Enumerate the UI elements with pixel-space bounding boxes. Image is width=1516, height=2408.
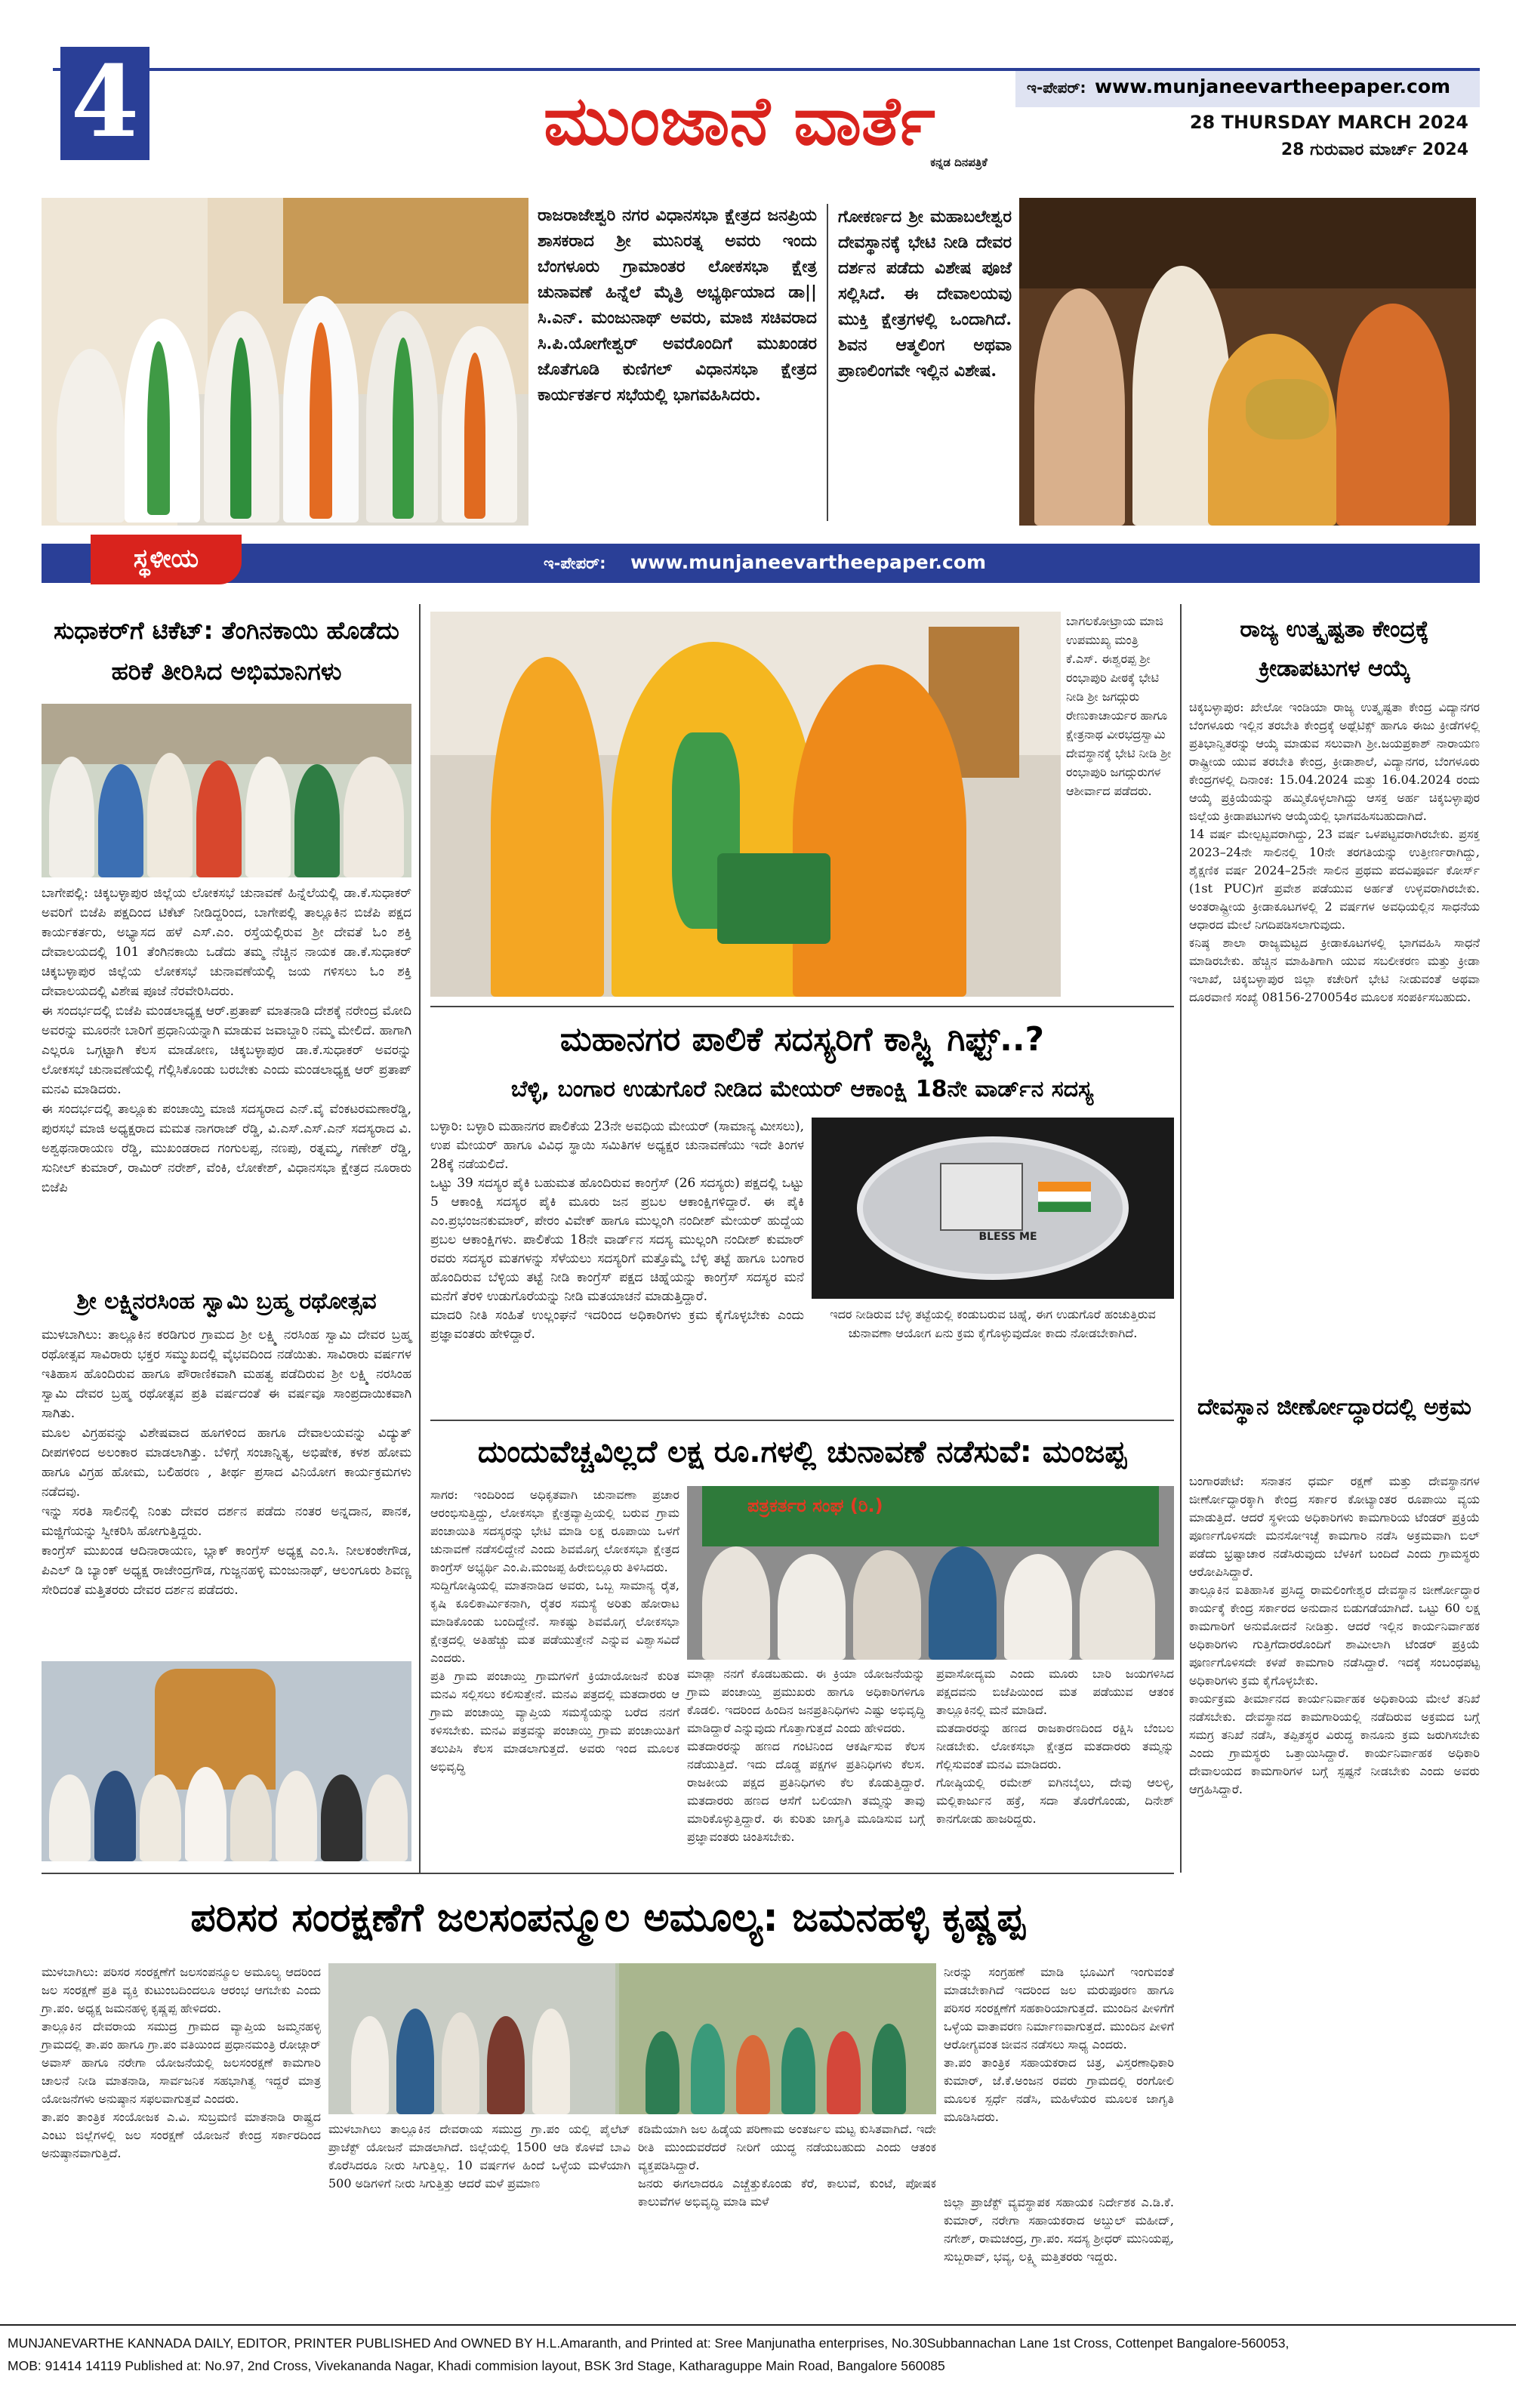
footer-line2: MOB: 91414 14119 Published at: No.97, 2nd Cross, Vivekananda Nagar, Khadi commision layout, BSK 3rd Stage, Katharaguppe Main Road, Bangalore 560085 (8, 2358, 945, 2373)
center-top-body: ಬಳ್ಳಾರಿ: ಬಳ್ಳಾರಿ ಮಹಾನಗರ ಪಾಲಿಕೆಯ 23ನೇ ಅವಧಿಯ ಮೇಯರ್ (ಸಾಮಾನ್ಯ ಮೀಸಲು), ಉಪ ಮೇಯರ್ ಹಾಗೂ ವಿವಿಧ ಸ್ಥಾಯಿ ಸಮಿತಿಗಳ ಅಧ್ಯಕ್ಷರ ಚುನಾವಣೆಯು ಇದೇ ತಿಂಗಳ 28ಕ್ಕೆ ನಡೆಯಲಿದೆ. ಒಟ್ಟು 39 ಸದಸ್ಯರ ಪೈಕಿ ಬಹುಮತ ಹೊಂದಿರುವ ಕಾಂಗ್ರೆಸ್ (26 ಸದಸ್ಯರು) ಪಕ್ಷದಲ್ಲಿ ಒಟ್ಟು 5 ಆಕಾಂಕ್ಷಿ ಸದಸ್ಯರ ಪೈಕಿ ಮೂರು ಜನ ಪ್ರಬಲ ಆಕಾಂಕ್ಷಿಗಳಿದ್ದಾರೆ. ಈ ಪೈಕಿ ಎಂ.ಪ್ರಭಂಜನಕುಮಾರ್, ಪೇರಂ ವಿವೇಕ್ ಹಾಗೂ ಮುಲ್ಲಂಗಿ ನಂದೀಶ್ ಮೇಯರ್ ಹುದ್ದೆಯ ಪ್ರಬಲ ಆಕಾಂಕ್ಷಿಗಳು. ಪಾಲಿಕೆಯ 18ನೇ ವಾರ್ಡ್‌ನ ಸದಸ್ಯ ಮುಲ್ಲಂಗಿ ನಂದೀಶ್ ಕುಮಾರ್ ರವರು ಸದಸ್ಯರ ಮತಗಳನ್ನು ಸೆಳೆಯಲು ಸದಸ್ಯರಿಗೆ ಮತ್ತೊಮ್ಮೆ ಬೆಳ್ಳಿ ತಟ್ಟೆ ಹಾಗೂ ಬಂಗಾರ ಹೊಂದಿರುವ ಬೆಳ್ಳಿಯ ತಟ್ಟೆ ನೀಡಿ ಕಾಂಗ್ರೆಸ್ ಪಕ್ಷದ ಚಿಹ್ನೆಯನ್ನು ಕಾಂಗ್ರೆಸ್ ಸದಸ್ಯರ ಮನೆ ಮನೆಗೆ ತೆರಳಿ ಉಡುಗೊರೆಯನ್ನು ನೀಡಿ ಮತಯಾಚನೆ ಮಾಡುತ್ತಿದ್ದಾರೆ. ಮಾದರಿ ನೀತಿ ಸಂಹಿತೆ ಉಲ್ಲಂಘನೆ ಇದರಿಂದ ಅಧಿಕಾರಿಗಳು ಕ್ರಮ ಕೈಗೊಳ್ಳಬೇಕು ಎಂದು ಪ್ರಜ್ಞಾವಂತರು ಹೇಳಿದ್ದಾರೆ. (430, 1119, 804, 1342)
photo-water-conservation (328, 1963, 936, 2114)
col4-body1: ಚಿಕ್ಕಬಳ್ಳಾಪುರ: ಖೇಲೋ ಇಂಡಿಯಾ ರಾಜ್ಯ ಉತ್ಕೃಷ್ಟತಾ ಕೇಂದ್ರ ವಿದ್ಯಾನಗರ ಬೆಂಗಳೂರು ಇಲ್ಲಿನ ತರಬೇತಿ ಕೇಂದ್ರಕ್ಕೆ ಅಥ್ಲೆಟಿಕ್ಸ್ ಹಾಗೂ ಈಜು ಕ್ರೀಡೆಗಳಲ್ಲಿ ಪ್ರತಿಭಾನ್ವಿತರನ್ನು ಆಯ್ಕೆ ಮಾಡುವ ಸಲುವಾಗಿ ಶ್ರೀ.ಜಯಪ್ರಕಾಶ್ ನಾರಾಯಣ ರಾಷ್ಟ್ರೀಯ ಯುವ ತರಬೇತಿ ಕೇಂದ್ರ, ಕ್ರೀಡಾಶಾಲೆ, ವಿದ್ಯಾನಗರ, ಬೆಂಗಳೂರು ಕೇಂದ್ರಗಳಲ್ಲಿ ದಿನಾಂಕ: 15.04.2024 ಮತ್ತು 16.04.2024 ರಂದು ಆಯ್ಕೆ ಪ್ರಕ್ರಿಯೆಯನ್ನು ಹಮ್ಮಿಕೊಳ್ಳಲಾಗಿದ್ದು ಆಸಕ್ತ ಅರ್ಹ ಚಿಕ್ಕಬಳ್ಳಾಪುರ ಜಿಲ್ಲೆಯ ಕ್ರೀಡಾಪಟುಗಳು ಆಯ್ಕೆಯಲ್ಲಿ ಭಾಗವಹಿಸಬಹುದಾಗಿದೆ. 14 ವರ್ಷ ಮೇಲ್ಪಟ್ಟವರಾಗಿದ್ದು, 23 ವರ್ಷ ಒಳಪಟ್ಟವರಾಗಿರಬೇಕು. ಪ್ರಸಕ್ತ 2023–24ನೇ ಸಾಲಿನಲ್ಲಿ 10ನೇ ತರಗತಿಯನ್ನು ಉತ್ತೀರ್ಣರಾಗಿದ್ದು, ಶೈಕ್ಷಣಿಕ ವರ್ಷ 2024–25ನೇ ಸಾಲಿನ ಪ್ರಥಮ ಪದವಿಪೂರ್ವ ಕೋರ್ಸ್ (1st PUC)ಗೆ ಪ್ರವೇಶ ಪಡೆಯುವ ಅರ್ಹತೆ ಉಳ್ಳವರಾಗಿರಬೇಕು. ಅಂತರಾಷ್ಟ್ರೀಯ ಕ್ರೀಡಾಕೂಟಗಳಲ್ಲಿ 2 ವರ್ಷಗಳ ಅವಧಿಯಲ್ಲಿನ ಸಾಧನೆಯ ಆಧಾರದ ಮೇಲೆ ನಿಗದಿಪಡಿಸಲಾಗುವುದು. ಕನಿಷ್ಠ ಶಾಲಾ ರಾಜ್ಯಮಟ್ಟದ ಕ್ರೀಡಾಕೂಟಗಳಲ್ಲಿ ಭಾಗವಹಿಸಿ ಸಾಧನೆ ಮಾಡಿರಬೇಕು. ಹೆಚ್ಚಿನ ಮಾಹಿತಿಗಾಗಿ ಯುವ ಸಬಲೀಕರಣ ಮತ್ತು ಕ್ರೀಡಾ ಇಲಾಖೆ, ಚಿಕ್ಕಬಳ್ಳಾಪುರ ಜಿಲ್ಲಾ ಕಚೇರಿಗೆ ಭೇಟಿ ನೀಡುವಂತೆ ಅಥವಾ ದೂರವಾಣಿ ಸಂಖ್ಯೆ 08156-270054ರ ಮೂಲಕ ಸಂಪರ್ಕಿಸಬಹುದು. (1189, 700, 1480, 1004)
center-top-subhead: ಬೆಳ್ಳಿ, ಬಂಗಾರ ಉಡುಗೊರೆ ನೀಡಿದ ಮೇಯರ್ ಆಕಾಂಕ್ಷಿ 18ನೇ ವಾರ್ಡ್‌ನ ಸದಸ್ಯ (510, 1076, 1094, 1102)
bottom-body-mid: ಕಡಿಮೆಯಾಗಿ ಜಲ ಹಿಡ್ಕೆಯ ಪರಿಣಾಮ ಅಂತರ್ಜಲ ಮಟ್ಟ ಕುಸಿತವಾಗಿದೆ. ಇದೇ ರೀತಿ ಮುಂದುವರೆದರೆ ನೀರಿಗೆ ಯುದ್ಧ ನಡೆಯಬಹುದು ಎಂದು ಆತಂಕ ವ್ಯಕ್ತಪಡಿಸಿದ್ದಾರೆ. ಜನರು ಈಗಲಾದರೂ ಎಚ್ಚೆತ್ತುಕೊಂಡು ಕೆರೆ, ಕಾಲುವೆ, ಕುಂಟೆ, ಪೋಷಕ ಕಾಲುವೆಗಳ ಅಭಿವೃದ್ಧಿ ಮಾಡಿ ಮಳೆ (638, 2122, 936, 2209)
top-story-left: ರಾಜರಾಜೇಶ್ವರಿ ನಗರ ವಿಧಾನಸಭಾ ಕ್ಷೇತ್ರದ ಜನಪ್ರಿಯ ಶಾಸಕರಾದ ಶ್ರೀ ಮುನಿರತ್ನ ಅವರು ಇಂದು ಬೆಂಗಳೂರು ಗ್ರಾಮಾಂತರ ಲೋಕಸಭಾ ಕ್ಷೇತ್ರ ಚುನಾವಣೆ ಹಿನ್ನೆಲೆ ಮೈತ್ರಿ ಅಭ್ಯರ್ಥಿಯಾದ ಡಾ|| ಸಿ.ಎನ್. ಮಂಜುನಾಥ್ ಅವರು, ಮಾಜಿ ಸಚಿವರಾದ ಸಿ.ಪಿ.ಯೋಗೇಶ್ವರ್ ಅವರೊಂದಿಗೆ ಮುಖಂಡರ ಜೊತೆಗೂಡಿ ಕುಣಿಗಲ್ ವಿಧಾನಸಭಾ ಕ್ಷೇತ್ರದ ಕಾರ್ಯಕರ್ತರ ಸಭೆಯಲ್ಲಿ ಭಾಗವಹಿಸಿದರು. (538, 205, 817, 405)
bottom-body-left: ಮುಳಬಾಗಿಲು: ಪರಿಸರ ಸಂರಕ್ಷಣೆಗೆ ಜಲಸಂಪನ್ಮೂಲ ಅಮೂಲ್ಯ ಆದರಿಂದ ಜಲ ಸಂರಕ್ಷಣೆ ಪ್ರತಿ ವ್ಯಕ್ತಿ ಕುಟುಂಬದಿಂದಲೂ ಆರಂಭ ಆಗಬೇಕು ಎಂದು ಗ್ರಾ.ಪಂ. ಅಧ್ಯಕ್ಷ ಜಮನಹಳ್ಳಿ ಕೃಷ್ಣಪ್ಪ ಹೇಳಿದರು. ತಾಲ್ಲೂಕಿನ ದೇವರಾಯ ಸಮುದ್ರ ಗ್ರಾಮದ ವ್ಯಾಪ್ತಿಯ ಜಮ್ಮನಹಳ್ಳಿ ಗ್ರಾಮದಲ್ಲಿ ತಾ.ಪಂ ಹಾಗೂ ಗ್ರಾ.ಪಂ ವತಿಯಿಂದ ಪ್ರಧಾನಮಂತ್ರಿ ರೋಜ್ಗಾರ್ ಅವಾಸ್ ಹಾಗೂ ನರೇಗಾ ಯೋಜನೆಯಲ್ಲಿ ಜಲಸಂರಕ್ಷಣೆ ಕಾಮಗಾರಿ ಚಾಲನೆ ನೀಡಿ ಮಾತನಾಡಿ, ಸಾರ್ವಜನಿಕ ಸಹಭಾಗಿತ್ವ ಇದ್ದರೆ ಮಾತ್ರ ಯೋಜನೆಗಳು ಅನುಷ್ಠಾನ ಸಫಲವಾಗುತ್ತವೆ ಎಂದರು. ತಾ.ಪಂ ತಾಂತ್ರಿಕ ಸಂಯೋಜಕ ಎ.ವಿ. ಸುಬ್ರಮಣಿ ಮಾತನಾಡಿ ರಾಷ್ಟ್ರದ ಎಂಟು ಜಿಲ್ಲೆಗಳಲ್ಲಿ ಜಲ ಸಂರಕ್ಷಣೆ ಯೋಜನೆ ಕೇಂದ್ರ ಸರ್ಕಾರದಿಂದ ಅನುಷ್ಠಾನವಾಗುತ್ತಿದೆ. (42, 1965, 321, 2160)
section-label: ಸ್ಥಳೀಯ (133, 544, 199, 574)
masthead (0, 0, 1516, 193)
bottom-body-right-a: ನೀರನ್ನು ಸಂಗ್ರಹಣೆ ಮಾಡಿ ಭೂಮಿಗೆ ಇಂಗುವಂತೆ ಮಾಡಬೇಕಾಗಿದೆ ಇದರಿಂದ ಜಲ ಮರುಪೂರಣ ಹಾಗೂ ಪರಿಸರ ಸಂರಕ್ಷಣೆಗೆ ಸಹಕಾರಿಯಾಗುತ್ತದೆ. ಮುಂದಿನ ಪೀಳಿಗೆಗೆ ಒಳ್ಳೆಯ ವಾತಾವರಣ ನಿರ್ಮಾಣವಾಗುತ್ತದೆ. ಮುಂದಿನ ಪೀಳಿಗೆ ಆರೋಗ್ಯವಂತ ಜೀವನ ನಡೆಸಲು ಸಾಧ್ಯ ಎಂದರು. ತಾ.ಪಂ ತಾಂತ್ರಿಕ ಸಹಾಯಕರಾದ ಚಿತ್ರ, ವಿಸ್ತರಣಾಧಿಕಾರಿ ಕುಮಾರ್, ಜೆ.ಕೆ.ಅಂಜನ ರವರು ಗ್ರಾಮದಲ್ಲಿ ರಂಗೋಲಿ ಮೂಲಕ ಸ್ಪರ್ಧೆ ನಡೆಸಿ, ಮಹಿಳೆಯರ ಮೂಲಕ ಜಾಗೃತಿ ಮೂಡಿಸಿದರು. (944, 1965, 1174, 2124)
footer-line1: MUNJANEVARTHE KANNADA DAILY, EDITOR, PRINTER PUBLISHED And OWNED BY H.L.Amaranth, and Printed at: Sree Manjunatha enterprises, No.30Subbannachan Lane 1st Cross, Cottenpet Bangalore-560053, (8, 2336, 1290, 2351)
photo-coconut-fans (42, 704, 411, 877)
masthead-tagline: ಕನ್ನಡ ದಿನಪತ್ರಿಕೆ (930, 156, 988, 169)
photo-eshwarappa-rambhapuri (430, 612, 1061, 997)
col1-body1: ಬಾಗೇಪಲ್ಲಿ: ಚಿಕ್ಕಬಳ್ಳಾಪುರ ಜಿಲ್ಲೆಯ ಲೋಕಸಭೆ ಚುನಾವಣೆ ಹಿನ್ನೆಲೆಯಲ್ಲಿ ಡಾ.ಕೆ.ಸುಧಾಕರ್ ಅವರಿಗೆ ಬಿಜೆಪಿ ಪಕ್ಷದಿಂದ ಟಿಕೆಟ್ ನೀಡಿದ್ದರಿಂದ, ಬಾಗೇಪಲ್ಲಿ ತಾಲ್ಲೂಕಿನ ಬಿಜೆಪಿ ಪಕ್ಷದ ಕಾರ್ಯಕರ್ತರು, ಅಭ್ಯಾಸದ ಹಳೆ ಎಸ್.ಎಂ. ರಸ್ತೆಯಲ್ಲಿರುವ ಶ್ರೀ ದೇವತೆ ಓಂ ಶಕ್ತಿ ದೇವಾಲಯದಲ್ಲಿ 101 ತೆಂಗಿನಕಾಯಿ ಒಡೆದು ತಮ್ಮ ನೆಚ್ಚಿನ ನಾಯಕ ಡಾ.ಕೆ.ಸುಧಾಕರ್ ಚಿಕ್ಕಬಳ್ಳಾಪುರ ಜಿಲ್ಲೆಯ ಲೋಕಸಭೆ ಚುನಾವಣೆಯಲ್ಲಿ ಜಯ ಗಳಿಸಲು ಓಂ ಶಕ್ತಿ ದೇವಾಲಯದಲ್ಲಿ ವಿಶೇಷ ಪೂಜೆ ನೆರವೇರಿಸಿದರು. ಈ ಸಂದರ್ಭದಲ್ಲಿ ಬಿಜೆಪಿ ಮಂಡಲಾಧ್ಯಕ್ಷ ಆರ್.ಪ್ರತಾಪ್ ಮಾತನಾಡಿ ದೇಶಕ್ಕೆ ನರೇಂದ್ರ ಮೋದಿ ಅವರನ್ನು ಮೂರನೇ ಬಾರಿಗೆ ಪ್ರಧಾನಿಯನ್ನಾಗಿ ಮಾಡುವ ಜವಾಬ್ದಾರಿ ನಮ್ಮ ಮೇಲಿದೆ. ಹಾಗಾಗಿ ಎಲ್ಲರೂ ಒಗ್ಗಟ್ಟಾಗಿ ಕೆಲಸ ಮಾಡೋಣ, ಚಿಕ್ಕಬಳ್ಳಾಪುರ ಡಾ.ಕೆ.ಸುಧಾಕರ್ ಅವರನ್ನು ಲೋಕಸಭೆ ಚುನಾವಣೆಯಲ್ಲಿ ಗೆಲ್ಲಿಸಿಕೊಂಡು ಬರಬೇಕು ಎಂದು ಮಂಡಲಾಧ್ಯಕ್ಷ ಆರ್ ಪ್ರತಾಪ್ ಮನವಿ ಮಾಡಿದರು. ಈ ಸಂದರ್ಭದಲ್ಲಿ ತಾಲ್ಲೂಕು ಪಂಚಾಯ್ತಿ ಮಾಜಿ ಸದಸ್ಯರಾದ ಎನ್.ವೈ ವೆಂಕಟರಮಣಾರೆಡ್ಡಿ, ಪುರಸಭೆ ಮಾಜಿ ಅಧ್ಯಕ್ಷರಾದ ಮಮತ ನಾಗರಾಜ್ ರೆಡ್ಡಿ, ವಿ.ಎಸ್.ಎಸ್.ಎನ್ ಸದಸ್ಯರಾದ ವಿ. ಅಶ್ವಥನಾರಾಯಣ ರೆಡ್ಡಿ, ಮುಖಂಡರಾದ ಗಂಗುಲಪ್ಪ, ನಣಪು, ರತ್ನಮ್ಮ, ಗಣೇಶ್ ರೆಡ್ಡಿ, ಸುನೀಲ್ ಕುಮಾರ್, ರಾಮಿರ್ ನರೇಶ್, ವೆಂಕಿ, ಲೋಕೇಶ್, ವಿಧಾನಸಭಾ ಕ್ಷೇತ್ರದ ನೂರಾರು ಬಿಜೆಪಿ (42, 886, 411, 1195)
center-mid-headline: ದುಂದುವೆಚ್ಚವಿಲ್ಲದೆ ಲಕ್ಷ ರೂ.ಗಳಲ್ಲಿ ಚುನಾವಣೆ ನಡೆಸುವೆ: ಮಂಜಪ್ಪ (477, 1435, 1127, 1469)
center-top-headline: ಮಹಾನಗರ ಪಾಲಿಕೆ ಸದಸ್ಯರಿಗೆ ಕಾಸ್ಟ್ಲಿ ಗಿಫ್ಟ್..? (559, 1020, 1045, 1059)
center-top-caption: ಬಾಗಲಕೋಟ್ರಾಯ ಮಾಜಿ ಉಪಮುಖ್ಯ ಮಂತ್ರಿ ಕೆ.ಎಸ್. ಈಶ್ವರಪ್ಪ ಶ್ರೀ ರಂಭಾಪುರಿ ಪೀಠಕ್ಕೆ ಭೇಟಿ ನೀಡಿ ಶ್ರೀ ಜಗದ್ಗುರು ರೇಣುಕಾಚಾರ್ಯರ ಹಾಗೂ ಕ್ಷೇತ್ರನಾಥ ವೀರಭದ್ರಸ್ವಾಮಿ ದೇವಸ್ಥಾನಕ್ಕೆ ಭೇಟಿ ನೀಡಿ ಶ್ರೀ ರಂಭಾಪುರಿ ಜಗದ್ಗುರುಗಳ ಆಶೀರ್ವಾದ ಪಡೆದರು. (1066, 614, 1172, 798)
photo-gokarna-temple (1019, 198, 1476, 526)
section-epaper-label: ಇ-ಪೇಪರ್: (544, 554, 606, 572)
col4-headline2: ದೇವಸ್ಥಾನ ಜೀರ್ಣೋದ್ಧಾರದಲ್ಲಿ ಅಕ್ರಮ (1197, 1394, 1471, 1420)
photo-silver-plate (812, 1118, 1174, 1299)
photo-candidate-meeting (42, 198, 528, 526)
center-mid-body-c: ಪ್ರವಾಸೋದ್ಯಮ ಎಂದು ಮೂರು ಬಾರಿ ಜಯಗಳಿಸಿದ ಪಕ್ಷದವನು ಬಿಜೆಪಿಯಿಂದ ಮತ ಪಡೆಯುವ ಆತಂಕ ತಾಲ್ಲೂಕಿನಲ್ಲಿ ಮನೆ ಮಾಡಿದೆ. ಮತದಾರರನ್ನು ಹಣದ ರಾಜಕಾರಣದಿಂದ ರಕ್ಷಿಸಿ ಬೆಂಬಲ ನೀಡಬೇಕು. ಲೋಕಸಭಾ ಕ್ಷೇತ್ರದ ಮತದಾರರು ತಮ್ಮನ್ನು ಗೆಲ್ಲಿಸುವಂತೆ ಮನವಿ ಮಾಡಿದರು. ಗೋಷ್ಠಿಯಲ್ಲಿ ರಮೇಶ್ ಐಗಿನಬೈಲು, ದೇವು ಆಲಳ್ಳಿ, ಮಲ್ಲಿಕಾರ್ಜುನ ಹಕ್ರೆ, ಸದಾ ತೊರೆಗೊಂಡು, ದಿನೇಶ್ ಕಾನಗೋಡು ಹಾಜರಿದ್ದರು. (936, 1666, 1174, 1826)
date-kannada: 28 ಗುರುವಾರ ಮಾರ್ಚ್ 2024 (1280, 140, 1468, 159)
col4-body2: ಬಂಗಾರಪೇಟೆ: ಸನಾತನ ಧರ್ಮ ರಕ್ಷಣೆ ಮತ್ತು ದೇವಸ್ಥಾನಗಳ ಜೀರ್ಣೋದ್ಧಾರಕ್ಕಾಗಿ ಕೇಂದ್ರ ಸರ್ಕಾರ ಕೋಟ್ಯಾಂತರ ರೂಪಾಯಿ ವ್ಯಯ ಮಾಡುತ್ತಿದೆ. ಆದರೆ ಸ್ಥಳೀಯ ಅಧಿಕಾರಿಗಳು ಕಾಮಗಾರಿಯ ಟೆಂಡರ್ ಪ್ರಕ್ರಿಯೆ ಪೂರ್ಣಗೊಳಿಸದೇ ಮನಸೋಇಚ್ಛೆ ಕಾಮಗಾರಿ ನಡೆಸಿ ಅಕ್ರಮವಾಗಿ ಬಿಲ್ ಪಡೆದು ಭ್ರಷ್ಟಾಚಾರ ನಡೆಸಿರುವುದು ಬೆಳಕಿಗೆ ಬಂದಿದೆ ಎಂದು ಗ್ರಾಮಸ್ಥರು ಆರೋಪಿಸಿದ್ದಾರೆ. ತಾಲ್ಲೂಕಿನ ಐತಿಹಾಸಿಕ ಪ್ರಸಿದ್ಧ ರಾಮಲಿಂಗೇಶ್ವರ ದೇವಸ್ಥಾನ ಜೀರ್ಣೋದ್ಧಾರ ಕಾರ್ಯಕ್ಕೆ ಕೇಂದ್ರ ಸರ್ಕಾರದ ಅನುದಾನ ಬಿಡುಗಡೆಯಾಗಿದೆ. ಒಟ್ಟು 60 ಲಕ್ಷ ಕಾಮಗಾರಿಗೆ ಅನುಮೋದನೆ ನೀಡಿತ್ತು. ಆದರೆ ಇಲ್ಲಿನ ಕಾರ್ಯನಿರ್ವಾಹಕ ಅಧಿಕಾರಿಗಳು ಗುತ್ತಿಗೆದಾರರೊಂದಿಗೆ ಶಾಮೀಲಾಗಿ ಟೆಂಡರ್ ಪ್ರಕ್ರಿಯೆ ಪೂರ್ಣಗೊಳಿಸದೇ ಕಳಪೆ ಕಾಮಗಾರಿ ನಡೆಸಿದ್ದಾರೆ. ಇದಕ್ಕೆ ಸಂಬಂಧಪಟ್ಟ ಅಧಿಕಾರಿಗಳು ಕ್ರಮ ಕೈಗೊಳ್ಳಬೇಕು. ಕಾರ್ಯಕ್ರಮ ತೀರ್ಮಾನದ ಕಾರ್ಯನಿರ್ವಾಹಕ ಅಧಿಕಾರಿಯ ಮೇಲೆ ತನಿಖೆ ನಡೆಸಬೇಕು. ದೇವಸ್ಥಾನದ ಕಾಮಗಾರಿಯಲ್ಲಿ ನಡೆದಿರುವ ಅಕ್ರಮದ ಬಗ್ಗೆ ಸಮಗ್ರ ತನಿಖೆ ನಡೆಸಿ, ತಪ್ಪಿತಸ್ಥರ ವಿರುದ್ಧ ಕಾನೂನು ಕ್ರಮ ಜರುಗಿಸಬೇಕು ಎಂದು ಗ್ರಾಮಸ್ಥರು ಒತ್ತಾಯಿಸಿದ್ದಾರೆ. ಕಾರ್ಯನಿರ್ವಾಹಕ ಅಧಿಕಾರಿ ದೇವಾಲಯದ ಕಾಮಗಾರಿಗಳ ಬಗ್ಗೆ ಸ್ಪಷ್ಟನೆ ನೀಡಬೇಕು ಎಂದು ಅವರು ಆಗ್ರಹಿಸಿದ್ದಾರೆ. (1189, 1474, 1480, 1796)
epaper-label: ಇ-ಪೇಪರ್: (1027, 79, 1086, 97)
col1-body2: ಮುಳಬಾಗಿಲು: ತಾಲ್ಲೂಕಿನ ಕರಡಿಗುರ ಗ್ರಾಮದ ಶ್ರೀ ಲಕ್ಷ್ಮಿ ನರಸಿಂಹ ಸ್ವಾಮಿ ದೇವರ ಬ್ರಹ್ಮ ರಥೋತ್ಸವ ಸಾವಿರಾರು ಭಕ್ತರ ಸಮ್ಮುಖದಲ್ಲಿ ವೈಭವದಿಂದ ನಡೆಯಿತು. ಸಾವಿರಾರು ವರ್ಷಗಳ ಇತಿಹಾಸ ಹೊಂದಿರುವ ಹಾಗೂ ಪೌರಾಣಿಕವಾಗಿ ಮಹತ್ವ ಪಡೆದಿರುವ ಶ್ರೀ ಲಕ್ಷ್ಮಿ ನರಸಿಂಹ ಸ್ವಾಮಿ ದೇವರ ಬ್ರಹ್ಮ ರಥೋತ್ಸವ ಪ್ರತಿ ವರ್ಷದಂತೆ ಈ ವರ್ಷವೂ ಸಾಂಪ್ರದಾಯಿಕವಾಗಿ ಸಾಗಿತು. ಮೂಲ ವಿಗ್ರಹವನ್ನು ವಿಶೇಷವಾದ ಹೂಗಳಿಂದ ಹಾಗೂ ದೇವಾಲಯವನ್ನು ವಿದ್ಯುತ್ ದೀಪಗಳಿಂದ ಅಲಂಕಾರ ಮಾಡಲಾಗಿತ್ತು. ಬೆಳಿಗ್ಗೆ ಸಂಚಾನ್ನಿತ್ಯ, ಅಭಿಷೇಕ, ಕಳಶ ಹೋಮ ಹಾಗೂ ವಿಗ್ರಹ ಹೋಮ, ಬಲಿಹರಣ , ತೀರ್ಥ ಪ್ರಸಾದ ವಿನಿಯೋಗ ಕಾರ್ಯಕ್ರಮಗಳು ನಡೆದವು. ಇನ್ನು ಸರತಿ ಸಾಲಿನಲ್ಲಿ ನಿಂತು ದೇವರ ದರ್ಶನ ಪಡೆದು ನಂತರ ಅನ್ನದಾನ, ಪಾನಕ, ಮಜ್ಜಿಗೆಯನ್ನು ಸ್ವೀಕರಿಸಿ ಹೋಗುತ್ತಿದ್ದರು. ಕಾಂಗ್ರೆಸ್ ಮುಖಂಡ ಆದಿನಾರಾಯಣ, ಬ್ಲಾಕ್ ಕಾಂಗ್ರೆಸ್ ಅಧ್ಯಕ್ಷ ಎಂ.ಸಿ. ನೀಲಕಂಠೇಗೌಡ, ಪಿಎಲ್ ಡಿ ಬ್ಯಾಂಕ್ ಅಧ್ಯಕ್ಷ ರಾಜೇಂದ್ರಗೌಡ, ಗುಜ್ಜನಹಳ್ಳಿ ಮಂಜುನಾಥ್, ಆಲಂಗೂರು ಶಿವಣ್ಣ ಸೇರಿದಂತೆ ಮತ್ತಿತರರು ದೇವರ ದರ್ಶನ ಪಡೆದರು. (42, 1327, 411, 1598)
masthead-title: ಮುಂಜಾನೆ ವಾರ್ತೆ (544, 82, 935, 161)
col4-headline1: ರಾಜ್ಯ ಉತ್ಕೃಷ್ಟತಾ ಕೇಂದ್ರಕ್ಕೆ ಕ್ರೀಡಾಪಟುಗಳ ಆಯ್ಕೆ (1240, 616, 1429, 682)
center-mid-body-b: ಮಾಡ್ಲಾ ನನಗೆ ಕೊಡಬಹುದು. ಈ ಕ್ರಿಯಾ ಯೋಜನೆಯನ್ನು ಗ್ರಾಮ ಪಂಚಾಯ್ತಿ ಪ್ರಮುಖರು ಹಾಗೂ ಅಧಿಕಾರಿಗಳಿಗೂ ಕೊಡಲಿ. ಇದರಿಂದ ಹಿಂದಿನ ಜನಪ್ರತಿನಿಧಿಗಳು ಎಷ್ಟು ಅಭಿವೃದ್ಧಿ ಮಾಡಿದ್ದಾರೆ ಎನ್ನುವುದು ಗೊತ್ತಾಗುತ್ತದೆ ಎಂದು ಹೇಳಿದರು. ಮತದಾರರನ್ನು ಹಣದ ಗಂಟಿನಿಂದ ಆಕರ್ಷಿಸುವ ಕೆಲಸ ನಡೆಯುತ್ತಿದೆ. ಇದು ದೊಡ್ಡ ಪಕ್ಷಗಳ ಪ್ರತಿನಿಧಿಗಳು ಕೆಲಸ. ರಾಜಕೀಯ ಪಕ್ಷದ ಪ್ರತಿನಿಧಿಗಳು ಕೆಲ ಕೊಡುತ್ತಿದ್ದಾರೆ. ಮತದಾರರು ಹಣದ ಆಸೆಗೆ ಬಲಿಯಾಗಿ ತಮ್ಮನ್ನು ತಾವು ಮಾರಿಕೊಳ್ಳುತ್ತಿದ್ದಾರೆ. ಈ ಕುರಿತು ಜಾಗೃತಿ ಮೂಡಿಸುವ ಬಗ್ಗೆ ಪ್ರಜ್ಞಾವಂತರು ಚಿಂತಿಸಬೇಕು. (687, 1666, 925, 1844)
date-english: 28 THURSDAY MARCH 2024 (1189, 112, 1468, 133)
bottom-body-right-b: ಜಿಲ್ಲಾ ಪ್ರಾಜೆಕ್ಟ್ ವ್ಯವಸ್ಥಾಪಕ ಸಹಾಯಕ ನಿರ್ದೇಶಕ ಎ.ಡಿ.ಕೆ. ಕುಮಾರ್, ನರೇಗಾ ಸಹಾಯಕರಾದ ಅಬ್ದುಲ್ ಮಹೀದ್, ನಗೇಶ್, ರಾಮಚಂದ್ರ, ಗ್ರಾ.ಪಂ. ಸದಸ್ಯ ಶ್ರೀಧರ್ ಮುನಿಯಪ್ಪ, ಸುಬ್ಬರಾವ್, ಭವ್ಯ, ಲಕ್ಷ್ಮಿ ಮತ್ತಿತರರು ಇದ್ದರು. (944, 2195, 1174, 2264)
plate-label: BLESS ME (978, 1231, 1037, 1243)
col1-headline1: ಸುಧಾಕರ್‌ಗೆ ಟಿಕೆಟ್: ತೆಂಗಿನಕಾಯಿ ಹೊಡೆದು ಹರಿಕೆ ತೀರಿಸಿದ ಅಭಿಮಾನಿಗಳು (54, 616, 399, 686)
section-epaper-link[interactable]: www.munjaneevartheepaper.com (630, 551, 987, 573)
photo-chariot-festival (42, 1661, 411, 1861)
page-number: 4 (70, 44, 140, 159)
bottom-photo-caption: ಮುಳಬಾಗಿಲು ತಾಲ್ಲೂಕಿನ ದೇವರಾಯ ಸಮುದ್ರ ಗ್ರಾ.ಪಂ ಯಲ್ಲಿ ಪೈಲೆಟ್ ಪ್ರಾಜೆಕ್ಟ್ ಯೋಜನೆ ಮಾಡಲಾಗಿದೆ. ಜಿಲ್ಲೆಯಲ್ಲಿ 1500 ಆಡಿ ಕೊಳವೆ ಬಾವಿ ಕೊರೆಸಿದರೂ ನೀರು ಸಿಗುತ್ತಿಲ್ಲ. 10 ವರ್ಷಗಳ ಹಿಂದೆ ಒಳ್ಳೆಯ ಮಳೆಯಾಗಿ 500 ಅಡಿಗಳಿಗೆ ನೀರು ಸಿಗುತ್ತಿತ್ತು ಆದರೆ ಮಳೆ ಪ್ರಮಾಣ (328, 2122, 630, 2191)
silver-plate-caption: ಇದರ ನೀಡಿರುವ ಬೆಳ್ಳಿ ತಟ್ಟೆಯಲ್ಲಿ ಕಂಡುಬರುವ ಚಿಹ್ನೆ, ಈಗ ಉಡುಗೊರೆ ಹಂಚುತ್ತಿರುವ ಚುನಾವಣಾ ಆಯೋಗ ಏನು ಕ್ರಮ ಕೈಗೊಳ್ಳುವುದೋ ಕಾದು ನೋಡಬೇಕಾಗಿದೆ. (830, 1307, 1156, 1340)
bottom-headline: ಪರಿಸರ ಸಂರಕ್ಷಣೆಗೆ ಜಲಸಂಪನ್ಮೂಲ ಅಮೂಲ್ಯ: ಜಮನಹಳ್ಳಿ ಕೃಷ್ಣಪ್ಪ (190, 1895, 1025, 1941)
col1-headline2: ಶ್ರೀ ಲಕ್ಷ್ಮಿನರಸಿಂಹ ಸ್ವಾಮಿ ಬ್ರಹ್ಮ ರಥೋತ್ಸವ (76, 1288, 377, 1315)
top-story-right: ಗೋಕರ್ಣದ ಶ್ರೀ ಮಹಾಬಲೇಶ್ವರ ದೇವಸ್ಥಾನಕ್ಕೆ ಭೇಟಿ ನೀಡಿ ದೇವರ ದರ್ಶನ ಪಡೆದು ವಿಶೇಷ ಪೂಜೆ ಸಲ್ಲಿಸಿದೆ. ಈ ದೇವಾಲಯವು ಮುಕ್ತಿ ಕ್ಷೇತ್ರಗಳಲ್ಲಿ ಒಂದಾಗಿದೆ. ಶಿವನ ಆತ್ಮಲಿಂಗ ಅಥವಾ ಪ್ರಾಣಲಿಂಗವೇ ಇಲ್ಲಿನ ವಿಶೇಷ. (838, 207, 1012, 381)
epaper-link[interactable]: www.munjaneevartheepaper.com (1095, 76, 1451, 97)
photo-press-meet (687, 1486, 1174, 1660)
press-banner-text: ಪತ್ರಕರ್ತರ ಸಂಘ (ರಿ.) (747, 1495, 883, 1516)
center-mid-body-a: ಸಾಗರ: ಇಂದಿರಿಂದ ಅಧಿಕೃತವಾಗಿ ಚುನಾವಣಾ ಪ್ರಚಾರ ಆರಂಭಿಸುತ್ತಿದ್ದು, ಲೋಕಸಭಾ ಕ್ಷೇತ್ರವ್ಯಾಪ್ತಿಯಲ್ಲಿ ಬರುವ ಗ್ರಾಮ ಪಂಚಾಯಿತಿ ಸದಸ್ಯರನ್ನು ಭೇಟಿ ಮಾಡಿ ಲಕ್ಷ ರೂಪಾಯಿ ಒಳಗೆ ಚುನಾವಣೆ ನಡೆಸಲಿದ್ದೇನೆ ಎಂದು ಶಿವಮೊಗ್ಗ ಲೋಕಸಭಾ ಕ್ಷೇತ್ರದ ಕಾಂಗ್ರೆಸ್ ಅಭ್ಯರ್ಥಿ ಎಂ.ಪಿ.ಮಂಜಪ್ಪ ಹಿರೇಬಿಲ್ಲೂರು ತಿಳಿಸಿದರು. ಸುದ್ದಿಗೋಷ್ಠಿಯಲ್ಲಿ ಮಾತನಾಡಿದ ಅವರು, ಒಬ್ಬ ಸಾಮಾನ್ಯ ರೈತ, ಕೃಷಿ ಕೂಲಿಕಾರ್ಮಿಕನಾಗಿ, ರೈತರ ಸಮಸ್ಯೆ ಅರಿತು ಹೋರಾಟ ಮಾಡಿಕೊಂಡು ಬಂದಿದ್ದೇನೆ. ಸಾಕಷ್ಟು ಶಿವಮೊಗ್ಗ ಲೋಕಸಭಾ ಕ್ಷೇತ್ರದಲ್ಲಿ ಅತಿಹೆಚ್ಚು ಮತ ಪಡೆಯುತ್ತೇನೆ ಎನ್ನುವ ವಿಶ್ವಾಸವಿದೆ ಎಂದರು. ಪ್ರತಿ ಗ್ರಾಮ ಪಂಚಾಯ್ತಿ ಗ್ರಾಮಗಳಿಗೆ ಕ್ರಿಯಾಯೋಜನೆ ಕುರಿತ ಮನವಿ ಸಲ್ಲಿಸಲು ಕಲಿಸುತ್ತೇನೆ. ಮನವಿ ಪತ್ರದಲ್ಲಿ ಮತದಾರರು ಆ ಗ್ರಾಮ ಪಂಚಾಯ್ತಿ ವ್ಯಾಪ್ತಿಯ ಸಮಸ್ಯೆಯನ್ನು ಬರೆದ ನನಗೆ ಕಳಿಸಬೇಕು. ಮನವಿ ಪತ್ರವನ್ನು ಪಂಚಾಯ್ತಿ ಗ್ರಾಮ ಪಂಚಾಯಿತಿಗೆ ತಲುಪಿಸಿ ಕೆಲಸ ಮಾಡಲಾಗುತ್ತದೆ. ಅವರು ಇಂದ ಮೂಲಕ ಅಭಿವೃದ್ಧಿ (430, 1488, 679, 1774)
